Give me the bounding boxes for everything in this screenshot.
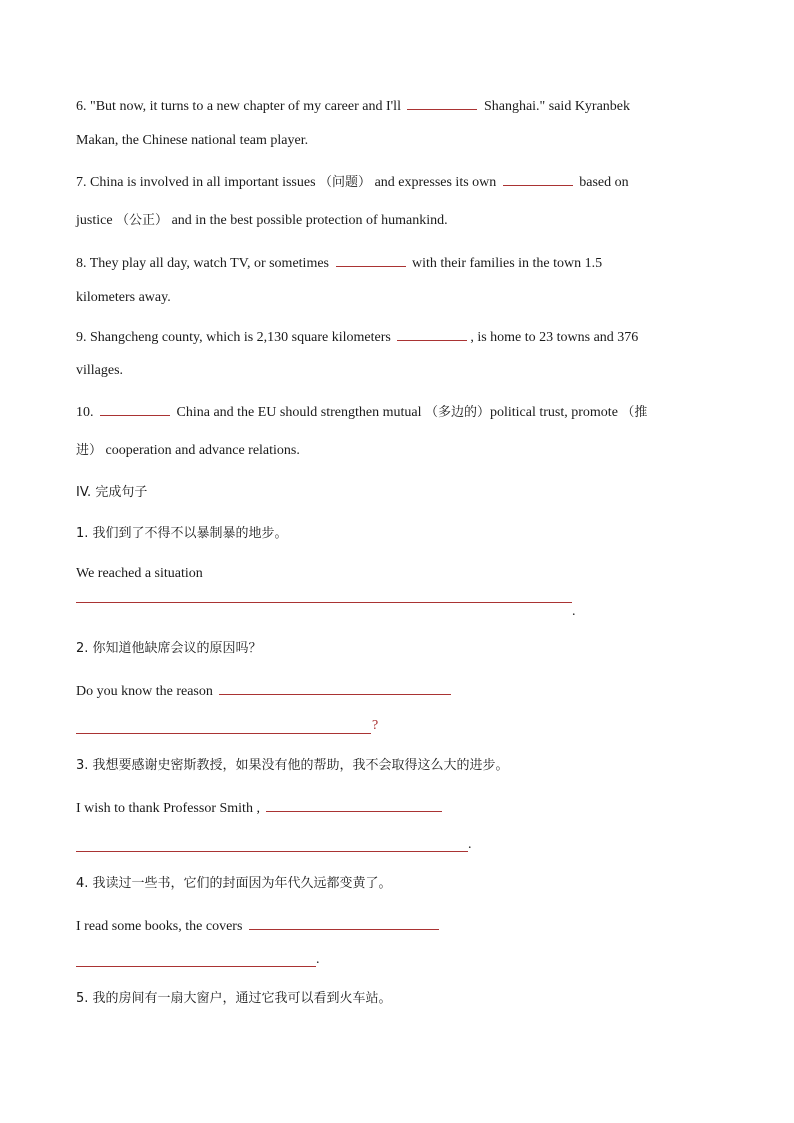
sentence-1-english: We reached a situation [76,566,203,581]
sentence-3-answer-line-2[interactable] [76,851,468,852]
question-7-text-c: based on [579,175,629,190]
question-7-blank[interactable] [503,171,573,186]
question-7-text-e: and in the best possible protection of humankind. [171,213,448,228]
question-6-blank[interactable] [407,95,477,110]
sentence-2-question-mark: ? [372,718,379,733]
sentence-1-period: . [572,604,576,619]
question-8-line-2 [76,289,171,307]
sentence-4-period: . [316,952,320,967]
question-6-text-b: Shanghai." said Kyranbek [483,99,631,114]
question-10-text-d: cooperation and advance relations. [105,443,300,458]
sentence-2-answer-line-2[interactable] [76,733,371,734]
question-7-line-2 [76,212,448,230]
question-8-text-a: 8. They play all day, watch TV, or sometimes [76,256,329,271]
sentence-4-chinese: 4. 我读过一些书，它们的封面因为年代久远都变黄了。 [76,876,392,891]
question-7-hint-2: （公正） [116,213,169,228]
question-10-line-2 [76,442,300,460]
sentence-4-answer-line-2[interactable] [76,966,316,967]
question-10-blank[interactable] [100,401,170,416]
question-10-text-b: China and the EU should strengthen mutual [176,405,422,420]
sentence-5-chinese: 5. 我的房间有一扇大窗户，通过它我可以看到火车站。 [76,991,392,1006]
question-10-line-1 [76,401,647,422]
question-7-line-1 [76,171,629,192]
sentence-3-period: . [468,837,472,852]
question-10-hint-2b: 进） [76,443,103,458]
question-9-text-a: 9. Shangcheng county, which is 2,130 square kilometers [76,330,391,345]
sentence-3-answer-line-1[interactable] [266,797,442,812]
sentence-1-chinese: 1. 我们到了不得不以暴制暴的地步。 [76,526,288,541]
sentence-2-answer-line-1[interactable] [219,680,451,695]
sentence-1-answer-line[interactable] [76,602,572,603]
question-8-line-1 [76,252,602,273]
sentence-4-english [76,915,442,936]
section-heading: IV. 完成句子 [76,485,148,500]
sentence-2-english [76,680,454,701]
question-7-text-b: and expresses its own [374,175,497,190]
sentence-4-english-text: I read some books, the covers [76,919,243,934]
sentence-2-english-text: Do you know the reason [76,684,213,699]
question-6-text-c: Makan, the Chinese national team player. [76,133,309,148]
question-9-line-1 [76,326,638,347]
question-6-line-2 [76,132,308,150]
sentence-4-answer-line-1[interactable] [249,915,439,930]
question-8-text-b: with their families in the town 1.5 [412,256,603,271]
question-9-text-b: , is home to 23 towns and 376 [470,330,639,345]
question-10-text-c: political trust, promote [489,405,618,420]
sentence-2-chinese: 2. 你知道他缺席会议的原因吗？ [76,641,262,656]
sentence-3-english-text: I wish to thank Professor Smith , [76,801,260,816]
question-6-text-a: 6. "But now, it turns to a new chapter of my career and I'll [76,99,401,114]
sentence-3-english [76,797,445,818]
question-9-line-2 [76,362,123,380]
sentence-3-chinese: 3. 我想要感谢史密斯教授，如果没有他的帮助，我不会取得这么大的进步。 [76,758,509,773]
question-9-blank[interactable] [397,326,467,341]
question-8-blank[interactable] [336,252,406,267]
question-9-text-c: villages. [76,363,124,378]
question-10-number: 10. [76,405,94,420]
question-10-hint-1: （多边的） [424,405,490,420]
question-7-hint-1: （问题） [319,175,372,190]
question-7-text-a: 7. China is involved in all important issues [76,175,316,190]
question-7-text-d: justice [76,213,113,228]
question-6-line-1 [76,95,630,116]
question-10-hint-2a: （推 [621,405,648,420]
question-8-text-c: kilometers away. [76,290,171,305]
